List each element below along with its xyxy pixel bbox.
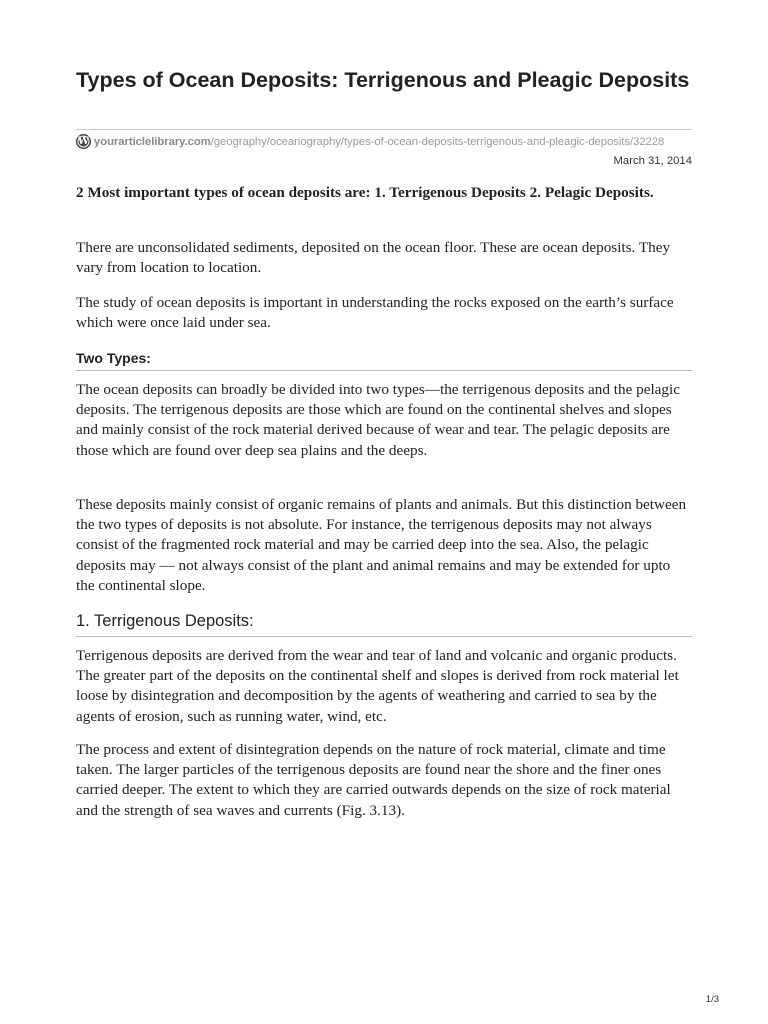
source-line (76, 129, 692, 151)
source-path[interactable]: /geography/oceanography/types-of-ocean-deposits-terrigenous-and-pleagic-deposits/32228 (210, 135, 665, 148)
publish-date: March 31, 2014 (613, 155, 692, 167)
lead-paragraph: 2 Most important types of ocean deposits are: 1. Terrigenous Deposits 2. Pelagic Deposits. (76, 184, 654, 201)
section-heading-two-types: Two Types: (76, 350, 692, 371)
section-heading-terrigenous: 1. Terrigenous Deposits: (76, 612, 692, 637)
source-domain[interactable]: yourarticlelibrary.com (94, 135, 211, 148)
terrigenous-paragraph: Terrigenous deposits are derived from the wear and tear of land and volcanic and organic products. The greater part of the deposits on the continental shelf and slopes is derived from rock material let loose by disintegration and decomposition by the agents of weathering and carried to sea by the agents of erosion, such as running water, wind, etc. (76, 647, 679, 725)
two-types-paragraph: The ocean deposits can broadly be divided into two types—the terrigenous deposits and the pelagic deposits. The terrigenous deposits are those which are found on the continental shelves and slopes and mainly consist of the rock material derived because of wear and tear. The pelagic deposits are those which are found over deep sea plains and the deeps. (76, 381, 680, 459)
source-url[interactable] (94, 136, 664, 148)
page-number: 1/3 (705, 994, 719, 1005)
page-title: Types of Ocean Deposits: Terrigenous and Pleagic Deposits (76, 68, 690, 92)
terrigenous-paragraph: The process and extent of disintegration depends on the nature of rock material, climate and time taken. The larger particles of the terrigenous deposits are found near the shore and the finer ones carried deeper. The extent to which they are carried outwards depends on the size of rock material and the strength of sea waves and currents (Fig. 3.13). (76, 741, 671, 819)
intro-paragraph: The study of ocean deposits is important in understanding the rocks exposed on the earth’s surface which were once laid under sea. (76, 294, 674, 332)
wordpress-icon: W (77, 136, 90, 147)
intro-paragraph: There are unconsolidated sediments, deposited on the ocean floor. These are ocean deposits. They vary from location to location. (76, 239, 671, 277)
two-types-paragraph: These deposits mainly consist of organic remains of plants and animals. But this distinction between the two types of deposits is not absolute. For instance, the terrigenous deposits may not always consist of the fragmented rock material and may be carried deep into the sea. Also, the pelagic deposits may — not always consist of the plant and animal remains and may be extended for upto the continental slope. (76, 496, 687, 594)
